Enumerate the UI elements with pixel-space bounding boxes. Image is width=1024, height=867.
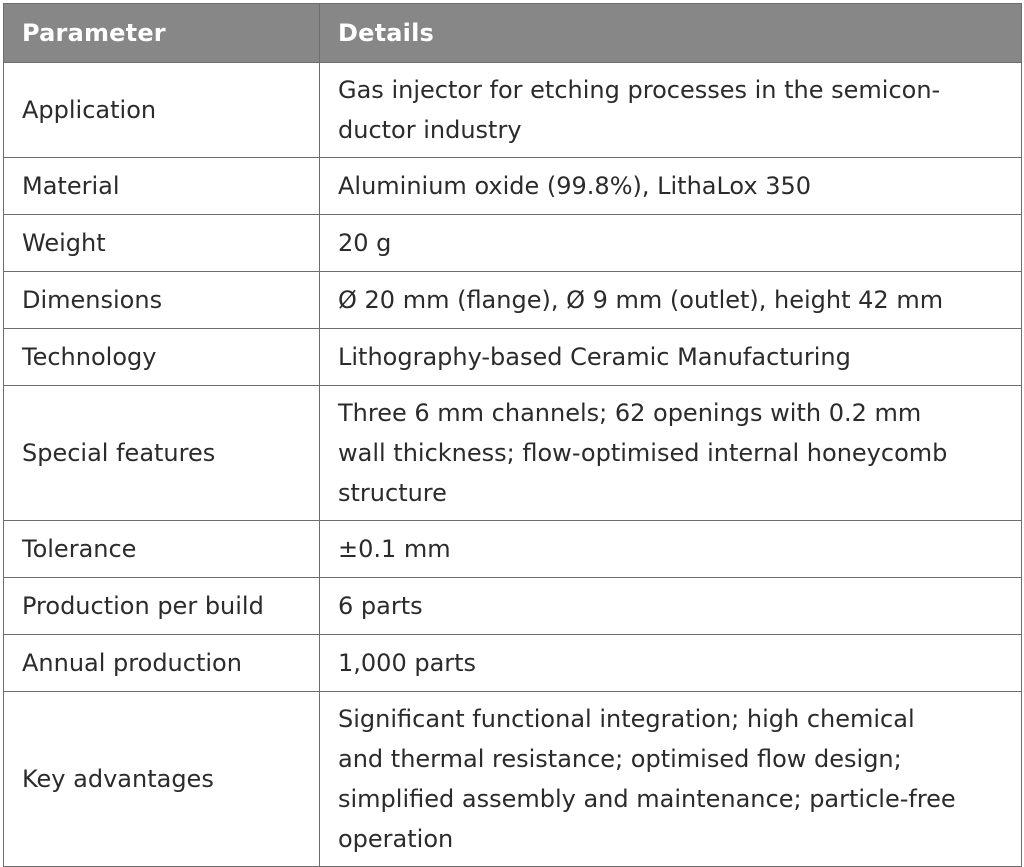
table-row-application bbox=[4, 63, 1022, 158]
cell-details: ±0.1 mm bbox=[320, 521, 1022, 578]
cell-parameter: Production per build bbox=[4, 578, 320, 635]
cell-details: Ø 20 mm (flange), Ø 9 mm (outlet), height 42 mm bbox=[320, 272, 1022, 329]
cell-parameter: Application bbox=[4, 63, 320, 158]
table-row-tolerance bbox=[4, 521, 1022, 578]
cell-details: Lithography-based Ceramic Manufacturing bbox=[320, 329, 1022, 386]
table-row-dimensions bbox=[4, 272, 1022, 329]
table-row-key-advantages bbox=[4, 692, 1022, 867]
table-row-weight bbox=[4, 215, 1022, 272]
table-row-technology bbox=[4, 329, 1022, 386]
cell-parameter: Tolerance bbox=[4, 521, 320, 578]
cell-details: 6 parts bbox=[320, 578, 1022, 635]
table-row-production-per-build bbox=[4, 578, 1022, 635]
cell-parameter: Dimensions bbox=[4, 272, 320, 329]
cell-details: 1,000 parts bbox=[320, 635, 1022, 692]
cell-parameter: Key advantages bbox=[4, 692, 320, 867]
cell-parameter: Material bbox=[4, 158, 320, 215]
header-details: Details bbox=[320, 4, 1022, 63]
spec-table bbox=[3, 3, 1022, 867]
table-row-material bbox=[4, 158, 1022, 215]
cell-parameter: Special features bbox=[4, 386, 320, 521]
table-row-annual-production bbox=[4, 635, 1022, 692]
table-row-special-features bbox=[4, 386, 1022, 521]
header-parameter: Parameter bbox=[4, 4, 320, 63]
cell-details: 20 g bbox=[320, 215, 1022, 272]
cell-details: Three 6 mm channels; 62 openings with 0.2 mm wall thickness; flow-optimised internal honeycomb structure bbox=[320, 386, 1022, 521]
cell-details: Aluminium oxide (99.8%), LithaLox 350 bbox=[320, 158, 1022, 215]
cell-details: Gas injector for etching processes in the semicon- ductor industry bbox=[320, 63, 1022, 158]
cell-details: Significant functional integration; high chemical and thermal resistance; optimised flow design; simplified assembly and maintenance; particle-free operation bbox=[320, 692, 1022, 867]
cell-parameter: Technology bbox=[4, 329, 320, 386]
cell-parameter: Annual production bbox=[4, 635, 320, 692]
cell-parameter: Weight bbox=[4, 215, 320, 272]
header-row bbox=[4, 4, 1022, 63]
